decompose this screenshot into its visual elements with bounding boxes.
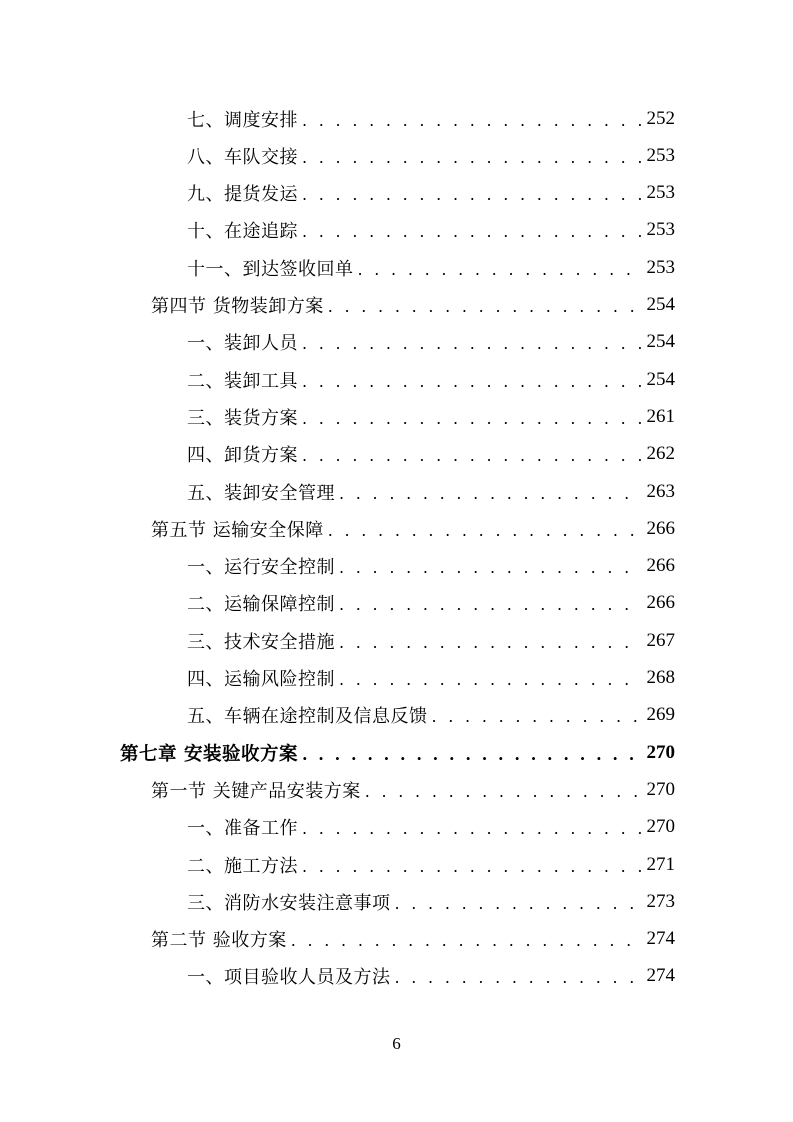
toc-entry-title: 三、技术安全措施 <box>187 631 335 653</box>
toc-section-entry[interactable] <box>151 287 675 324</box>
toc-entry-page: 267 <box>646 629 675 651</box>
toc-entry[interactable] <box>187 958 675 995</box>
toc-dot-leader <box>339 630 641 652</box>
toc-entry[interactable] <box>187 660 675 697</box>
toc-dot-leader <box>302 816 641 838</box>
toc-dot-leader <box>302 854 641 876</box>
toc-entry[interactable] <box>187 212 675 249</box>
toc-entry-page: 271 <box>646 853 675 875</box>
toc-dot-leader <box>339 667 641 689</box>
toc-entry-title: 第二节 验收方案 <box>151 930 287 952</box>
toc-entry-page: 266 <box>646 517 675 539</box>
toc-entry[interactable] <box>187 436 675 473</box>
toc-entry-title: 五、车辆在途控制及信息反馈 <box>187 706 428 728</box>
toc-dot-leader <box>432 704 641 726</box>
toc-entry-page: 266 <box>646 592 675 614</box>
toc-dot-leader <box>302 742 641 764</box>
toc-entry-page: 254 <box>646 331 675 353</box>
toc-entry-page: 252 <box>646 107 675 129</box>
toc-dot-leader <box>358 257 641 279</box>
toc-dot-leader <box>339 481 641 503</box>
toc-entry-page: 269 <box>646 704 675 726</box>
toc-entry-page: 253 <box>646 256 675 278</box>
toc-entry[interactable] <box>187 361 675 398</box>
toc-entry-page: 253 <box>646 182 675 204</box>
page-number: 6 <box>392 1034 401 1053</box>
toc-entry-title: 十、在途追踪 <box>187 221 298 243</box>
toc-entry[interactable] <box>187 846 675 883</box>
toc-entry-title: 八、车队交接 <box>187 146 298 168</box>
toc-entry-title: 十一、到达签收回单 <box>187 258 354 280</box>
toc-chapter-entry[interactable] <box>120 734 675 771</box>
toc-entry-title: 四、运输风险控制 <box>187 669 335 690</box>
toc-entry-title: 三、消防水安装注意事项 <box>187 892 391 914</box>
toc-entry-page: 253 <box>646 219 675 241</box>
toc-entry[interactable] <box>187 100 675 137</box>
toc-entry[interactable] <box>187 697 675 734</box>
toc-entry-title: 三、装货方案 <box>187 407 298 429</box>
toc-dot-leader <box>328 518 641 540</box>
toc-entry-title: 二、施工方法 <box>187 855 298 877</box>
toc-entry-title: 第一节 关键产品安装方案 <box>151 780 361 802</box>
toc-dot-leader <box>395 891 641 913</box>
toc-dot-leader <box>302 145 641 167</box>
toc-entry[interactable] <box>187 548 675 585</box>
toc-entry-title: 第五节 运输安全保障 <box>151 519 324 541</box>
toc-dot-leader <box>365 779 641 801</box>
toc-entry-page: 261 <box>646 405 675 427</box>
toc-dot-leader <box>302 331 641 353</box>
toc-dot-leader <box>302 182 641 204</box>
toc-section-entry[interactable] <box>151 771 675 808</box>
toc-entry-title: 九、提货发运 <box>187 184 298 206</box>
toc-entry-title: 二、运输保障控制 <box>187 594 335 616</box>
toc-entry-title: 四、卸货方案 <box>187 445 298 467</box>
toc-entry-page: 254 <box>646 294 675 315</box>
toc-entry-page: 270 <box>646 816 675 838</box>
toc-section-entry[interactable] <box>151 510 675 547</box>
toc-entry-page: 253 <box>646 144 675 166</box>
toc-dot-leader <box>302 219 641 241</box>
toc-entry-page: 266 <box>646 555 675 577</box>
toc-dot-leader <box>328 294 641 316</box>
toc-entry-title: 第七章 安装验收方案 <box>120 743 298 765</box>
toc-entry[interactable] <box>187 809 675 846</box>
toc-entry-page: 270 <box>646 741 675 763</box>
toc-entry[interactable] <box>187 175 675 212</box>
toc-entry[interactable] <box>187 585 675 622</box>
toc-entry-page: 263 <box>646 480 675 502</box>
toc-entry-page: 270 <box>646 778 675 800</box>
toc-entry-title: 一、装卸人员 <box>187 333 298 355</box>
toc-entry[interactable] <box>187 137 675 174</box>
toc-entry-title: 二、装卸工具 <box>187 370 298 392</box>
toc-section-entry[interactable] <box>151 921 675 958</box>
toc-entry-title: 第四节 货物装卸方案 <box>151 296 324 317</box>
toc-entry[interactable] <box>187 883 675 920</box>
toc-entry-page: 273 <box>646 890 675 912</box>
toc-entry-page: 254 <box>646 368 675 390</box>
toc-entry-title: 一、项目验收人员及方法 <box>187 967 391 989</box>
toc-dot-leader <box>339 592 641 614</box>
toc-entry[interactable] <box>187 622 675 659</box>
toc-dot-leader <box>302 369 641 391</box>
toc-entry[interactable] <box>187 324 675 361</box>
toc-entry-title: 五、装卸安全管理 <box>187 482 335 504</box>
toc-entry-page: 274 <box>646 928 675 950</box>
toc-dot-leader <box>395 965 641 987</box>
toc-entry-title: 七、调度安排 <box>187 109 298 131</box>
toc-dot-leader <box>339 555 641 577</box>
toc-entry-page: 268 <box>646 667 675 688</box>
toc-dot-leader <box>291 928 641 950</box>
toc-entry-title: 一、运行安全控制 <box>187 557 335 579</box>
toc-entry[interactable] <box>187 249 675 286</box>
toc-entry[interactable] <box>187 398 675 435</box>
toc-dot-leader <box>302 443 641 465</box>
toc-dot-leader <box>302 108 641 130</box>
toc-entry-page: 274 <box>646 965 675 987</box>
toc-entry-title: 一、准备工作 <box>187 818 298 840</box>
toc-entry-page: 262 <box>646 443 675 465</box>
toc-dot-leader <box>302 406 641 428</box>
toc-entry[interactable] <box>187 473 675 510</box>
